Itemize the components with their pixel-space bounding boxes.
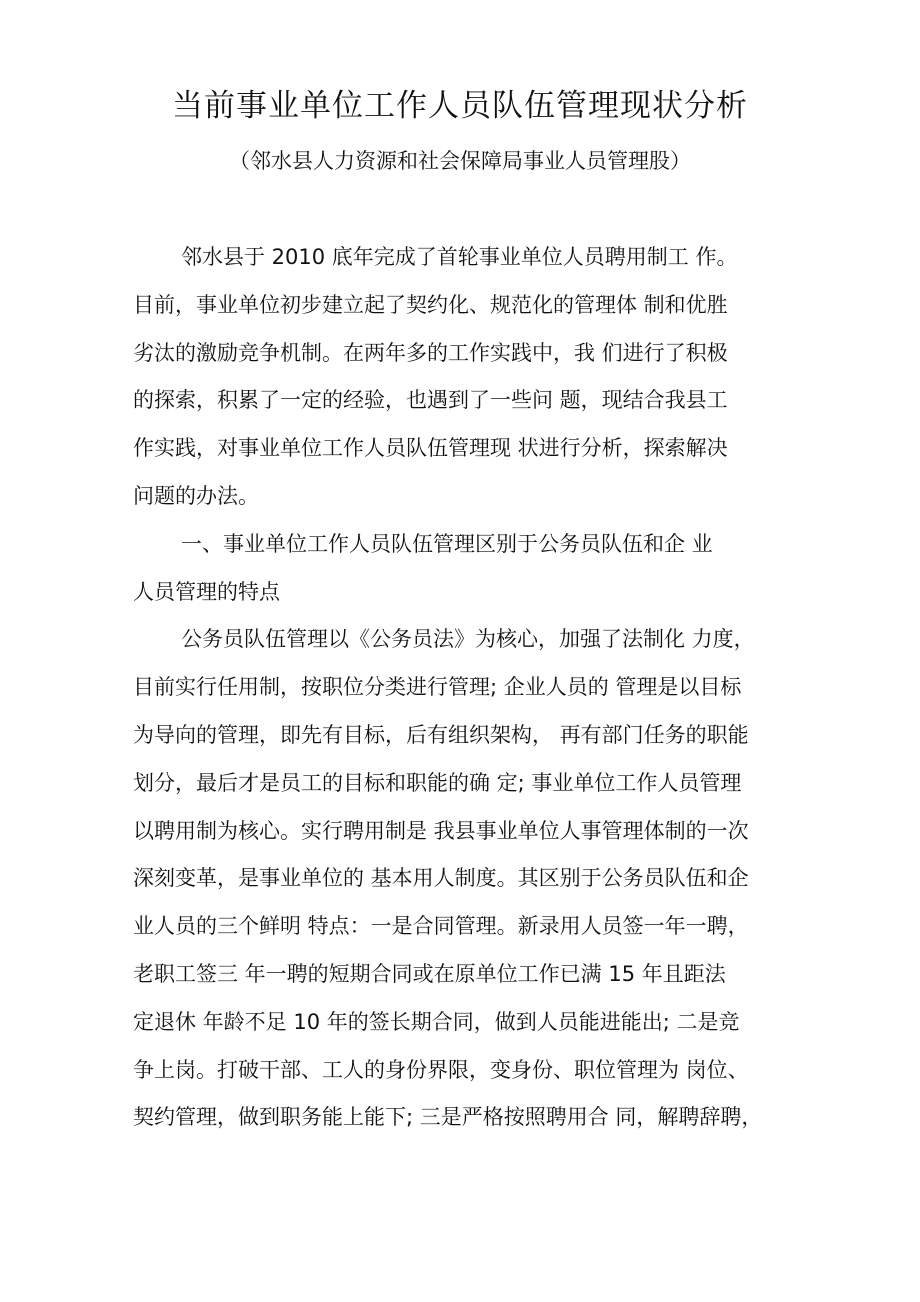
body-line: 邻水县于 2010 底年完成了首轮事业单位人员聘用制工 作。 — [181, 245, 738, 269]
body-line: 以聘用制为核心。实行聘用制是 我县事业单位人事管理体制的一次 — [133, 818, 749, 843]
body-line: 目前实行任用制，按职位分类进行管理; 企业人员的 管理是以目标 — [133, 675, 742, 700]
body-line: 契约管理，做到职务能上能下; 三是严格按照聘用合 同，解聘辞聘， — [133, 1105, 763, 1130]
body-line: 目前，事业单位初步建立起了契约化、规范化的管理体 制和优胜 — [133, 292, 728, 317]
body-line: 深刻变革，是事业单位的 基本用人制度。其区别于公务员队伍和企 — [133, 866, 749, 891]
body-line: 作实践，对事业单位工作人员队伍管理现 状进行分析，探索解决 — [133, 436, 728, 461]
body-line: 公务员队伍管理以《公务员法》为核心，加强了法制化 力度， — [181, 627, 755, 652]
section-heading: 一、事业单位工作人员队伍管理区别于公务员队伍和企 业 — [181, 531, 713, 556]
body-line: 的探索，积累了一定的经验，也遇到了一些问 题，现结合我县工 — [133, 388, 728, 413]
section-heading: 人员管理的特点 — [133, 579, 280, 604]
document-body — [133, 240, 813, 1148]
document-title: 当前事业单位工作人员队伍管理现状分析 — [172, 88, 748, 124]
body-line: 问题的办法。 — [133, 483, 259, 508]
document-subtitle: （邻水县人力资源和社会保障局事业人员管理股） — [229, 149, 691, 173]
body-line: 劣汰的激励竞争机制。在两年多的工作实践中，我 们进行了积极 — [133, 340, 728, 365]
body-line: 划分，最后才是员工的目标和职能的确 定; 事业单位工作人员管理 — [133, 770, 742, 795]
body-line: 为导向的管理，即先有目标，后有组织架构， 再有部门任务的职能 — [133, 722, 749, 747]
body-line: 老职工签三 年一聘的短期合同或在原单位工作已满 15 年且距法 — [133, 961, 726, 986]
body-line: 业人员的三个鲜明 特点：一是合同管理。新录用人员签一年一聘， — [133, 914, 749, 939]
body-line: 争上岗。打破干部、工人的身份界限，变身份、职位管理为 岗位、 — [133, 1057, 749, 1082]
body-line: 定退休 年龄不足 10 年的签长期合同，做到人员能进能出; 二是竞 — [133, 1009, 740, 1034]
